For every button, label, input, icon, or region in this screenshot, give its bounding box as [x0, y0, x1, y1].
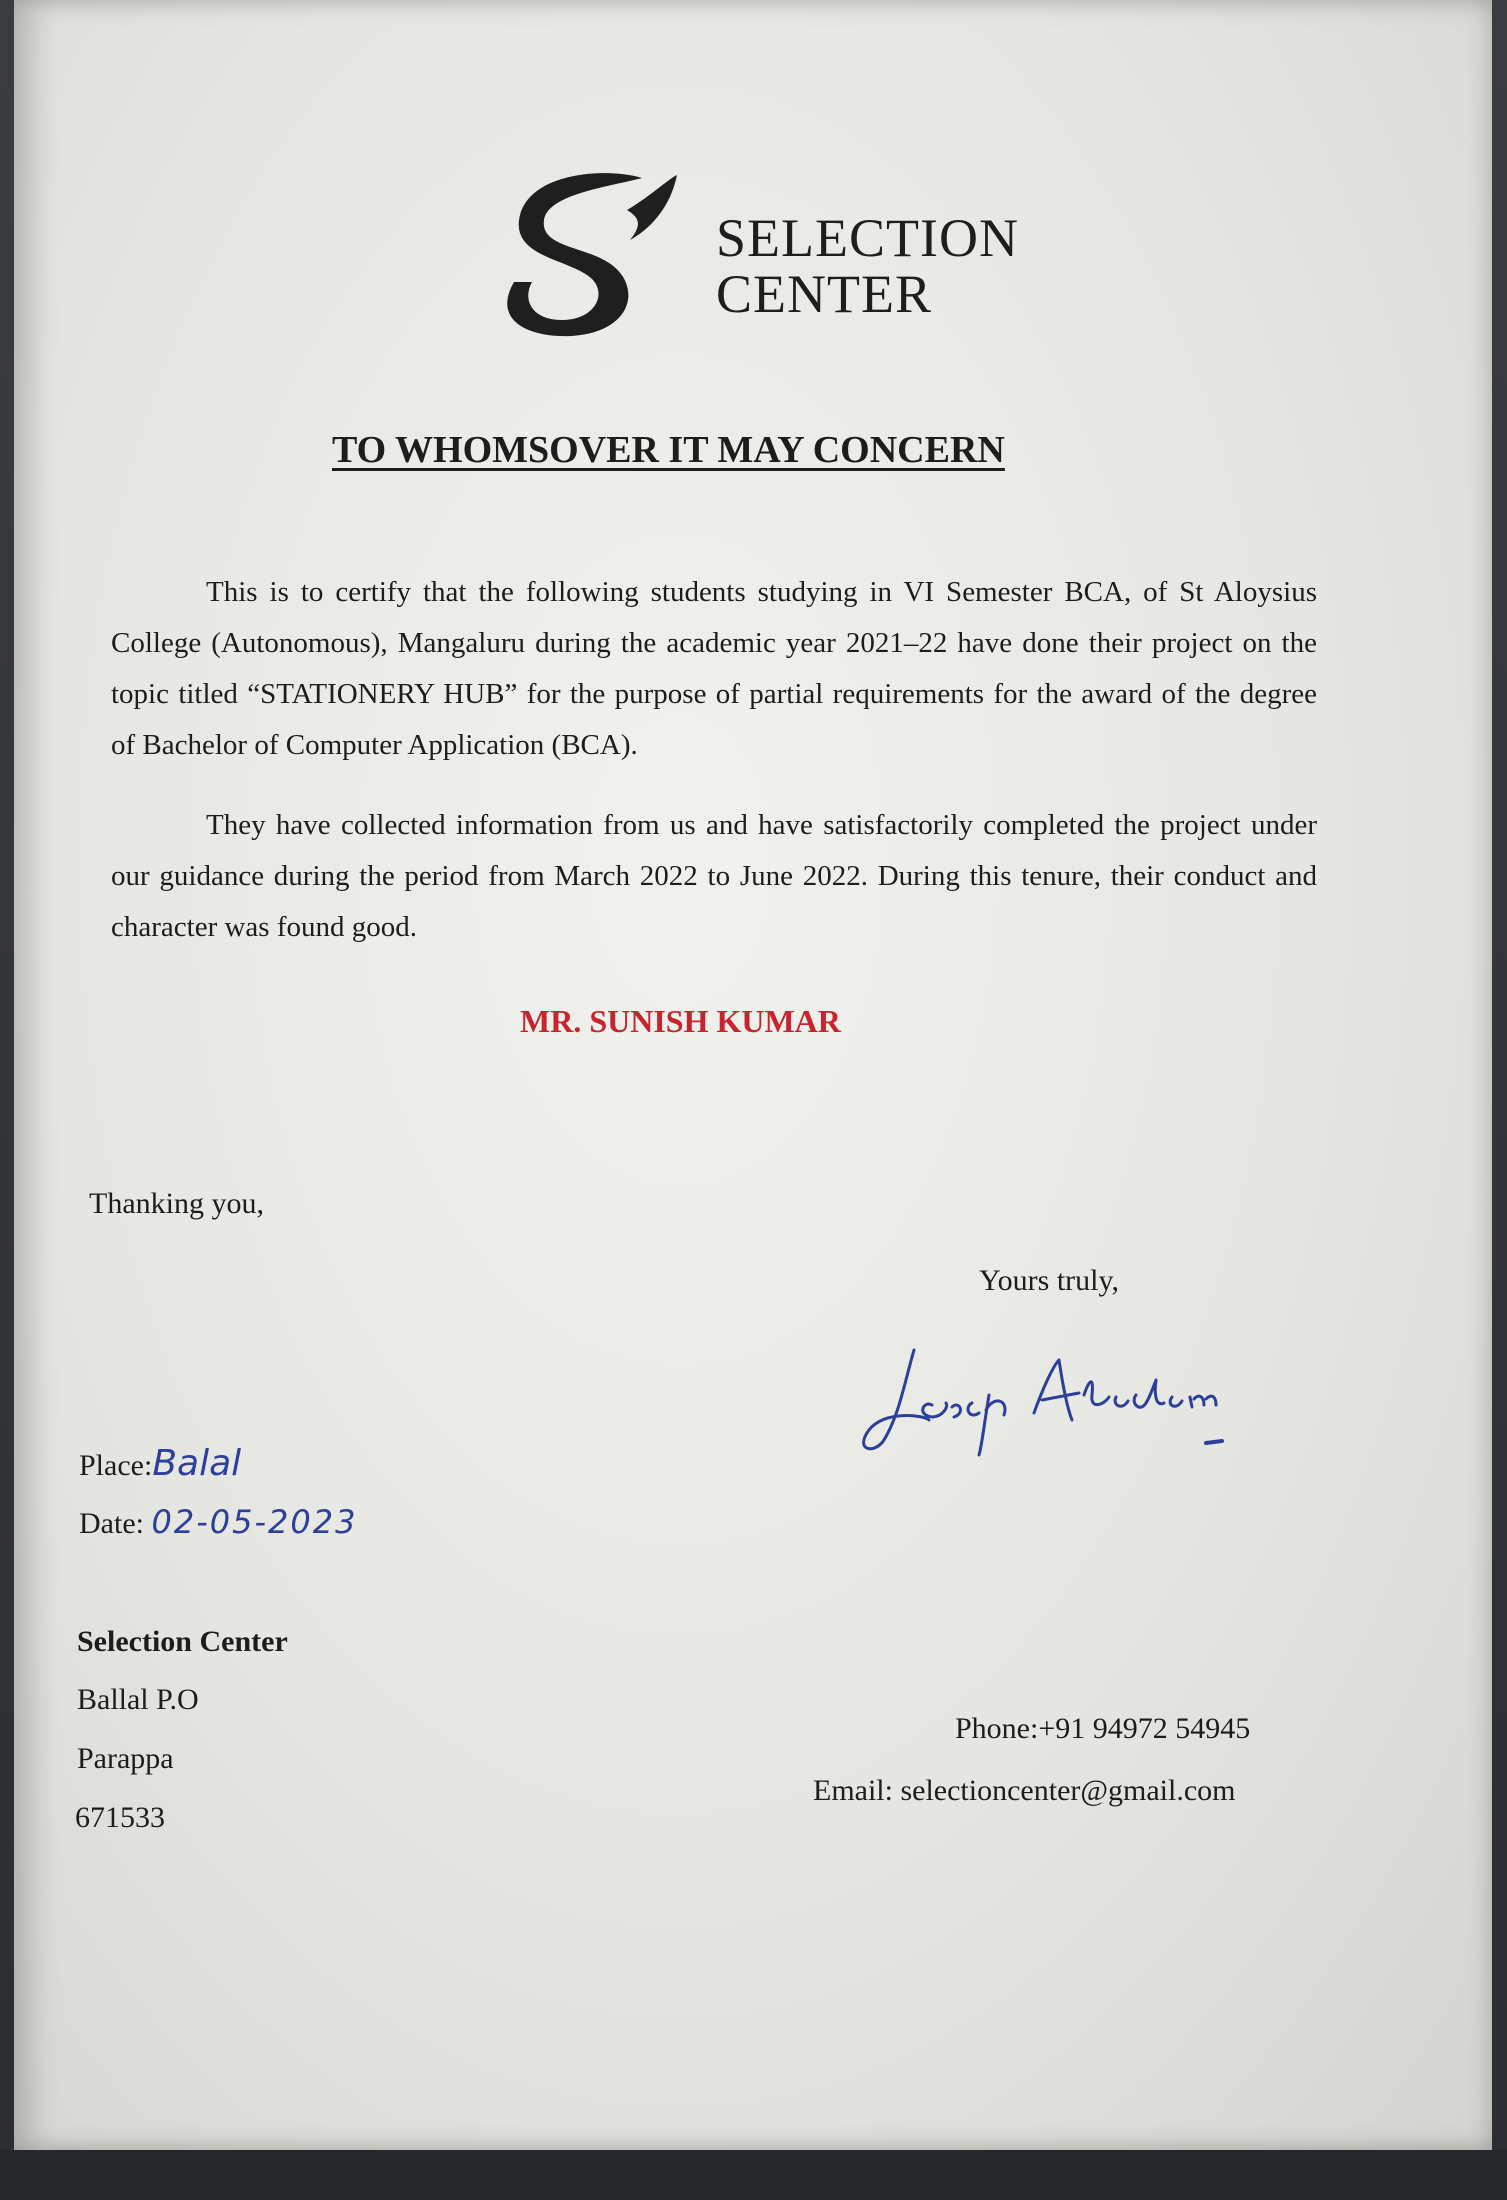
place-row	[79, 1443, 241, 1484]
date-value: 02-05-2023	[151, 1503, 358, 1541]
paragraph-certification: This is to certify that the following students studying in VI Semester BCA, of St Aloysius College (Autonomous), Mangaluru during the academic year 2021–22 have done their project on the topic titled “STATIONERY HUB” for the purpose of partial requirements for the award of the degree of Bachelor of Computer Application (BCA).	[111, 576, 1317, 761]
closing-text: Thanking you,	[89, 1187, 264, 1220]
contact-email: Email: selectioncenter@gmail.com	[813, 1774, 1236, 1807]
contact-phone: Phone:+91 94972 54945	[955, 1712, 1251, 1745]
stylized-s-logo-icon	[492, 170, 692, 340]
date-row	[79, 1503, 357, 1541]
logo-wordmark	[716, 210, 1019, 322]
page-bottom-edge	[0, 2150, 1507, 2200]
logo-line1: SELECTION	[716, 208, 1019, 268]
sign-off-text: Yours truly,	[979, 1264, 1120, 1297]
place-label: Place:	[79, 1449, 153, 1482]
student-name: MR. SUNISH KUMAR	[520, 1003, 841, 1039]
place-value: Balal	[152, 1443, 242, 1484]
address-line1: Ballal P.O	[77, 1683, 199, 1716]
paragraph-guidance: They have collected information from us and have satisfactorily completed the project under our guidance during the period from March 2022 to June 2022. During this tenure, their conduct and character was found good.	[111, 809, 1317, 943]
logo-line2: CENTER	[716, 264, 932, 324]
document-heading: TO WHOMSOVER IT MAY CONCERN	[332, 429, 1005, 471]
address-line2: Parappa	[77, 1742, 174, 1775]
handwritten-signature	[854, 1325, 1274, 1475]
address-name: Selection Center	[77, 1625, 288, 1658]
certificate-page	[14, 0, 1492, 2150]
date-label: Date:	[79, 1507, 144, 1540]
address-pin: 671533	[75, 1801, 165, 1834]
